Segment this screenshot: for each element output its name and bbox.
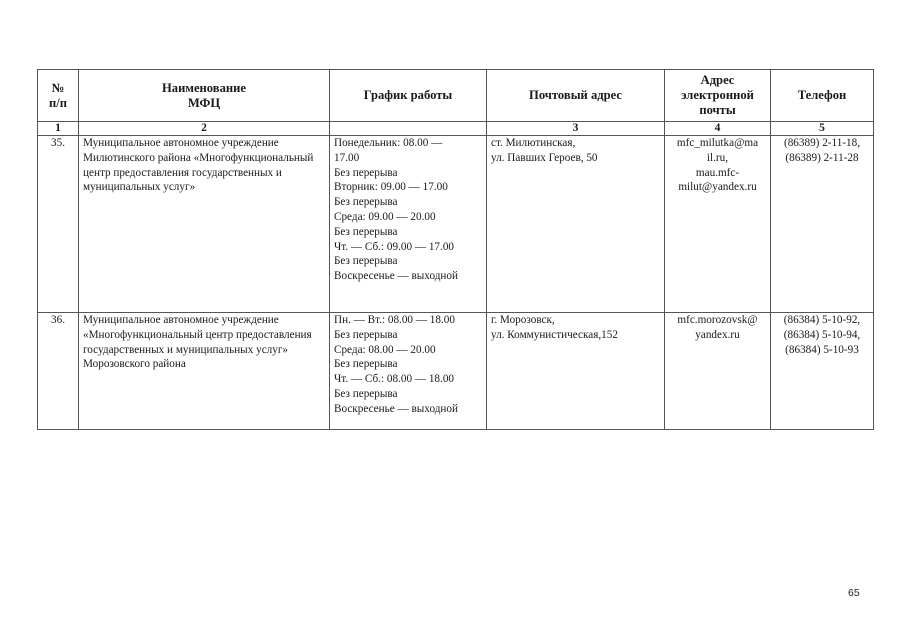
header-text-line: №	[51, 80, 65, 95]
address-line: г. Морозовск,	[491, 314, 555, 326]
phone-line: (86389) 2-11-28	[785, 151, 859, 164]
column-number: 2	[79, 122, 330, 136]
email-address	[665, 136, 771, 313]
header-schedule: График работы	[330, 70, 487, 122]
schedule-line: Пн. — Вт.: 08.00 — 18.00	[334, 314, 455, 326]
schedule-line: Без перерыва	[334, 166, 398, 179]
schedule-line: Воскресенье — выходной	[334, 270, 458, 283]
phone-line: (86384) 5-10-94,	[783, 328, 861, 341]
header-row	[38, 70, 874, 122]
address-line: ул. Коммунистическая,152	[491, 328, 618, 341]
header-email	[665, 70, 771, 122]
schedule-line: Среда: 08.00 — 20.00	[334, 343, 436, 356]
work-schedule	[330, 136, 487, 313]
column-number	[330, 122, 487, 136]
schedule-line: Вторник: 09.00 — 17.00	[334, 181, 448, 194]
schedule-line: Воскресенье — выходной	[334, 402, 458, 415]
header-text-line: МФЦ	[187, 95, 221, 110]
email-address	[665, 313, 771, 430]
postal-address	[487, 313, 665, 430]
header-postal: Почтовый адрес	[487, 70, 665, 122]
schedule-line: Без перерыва	[334, 328, 398, 341]
phone-line: (86389) 2-11-18,	[783, 137, 861, 149]
schedule-line: Без перерыва	[334, 387, 398, 400]
phone-number	[771, 136, 874, 313]
column-number: 5	[771, 122, 874, 136]
column-number-row	[38, 122, 874, 136]
schedule-line: Чт. — Сб.: 08.00 — 18.00	[334, 373, 455, 386]
header-text-line: электронной	[681, 88, 754, 102]
mfc-table	[37, 69, 874, 430]
header-text-line: Адрес	[700, 73, 735, 87]
email-line: yandex.ru	[695, 328, 740, 341]
schedule-line: Понедельник: 08.00 —	[334, 137, 443, 149]
mfc-name: Муниципальное автономное учреждение Милютинского района «Многофункциональный центр предоставления государственных и муниципальных услуг»	[79, 136, 330, 313]
schedule-line: Без перерыва	[334, 255, 398, 268]
mfc-name: Муниципальное автономное учреждение «Многофункциональный центр предоставления государственных и муниципальных услуг» Морозовского района	[79, 313, 330, 430]
header-text-line: Наименование	[162, 80, 246, 95]
schedule-line: 17.00	[334, 151, 360, 164]
schedule-line: Без перерыва	[334, 196, 398, 209]
phone-line: (86384) 5-10-93	[785, 343, 859, 356]
schedule-line: Без перерыва	[334, 358, 398, 371]
header-text-line: п/п	[48, 95, 67, 110]
page-number: 65	[848, 587, 860, 599]
email-line: mfc.morozovsk@	[677, 314, 758, 326]
header-phone: Телефон	[771, 70, 874, 122]
column-number: 3	[487, 122, 665, 136]
table-row	[38, 136, 874, 313]
work-schedule	[330, 313, 487, 430]
email-line: mfc_milutka@ma	[676, 137, 759, 149]
phone-line: (86384) 5-10-92,	[783, 314, 861, 326]
address-line: ул. Павших Героев, 50	[491, 151, 598, 164]
column-number: 4	[665, 122, 771, 136]
table-row	[38, 313, 874, 430]
schedule-line: Без перерыва	[334, 225, 398, 238]
row-number: 35.	[38, 136, 79, 313]
schedule-line: Чт. — Сб.: 09.00 — 17.00	[334, 240, 455, 253]
column-number: 1	[38, 122, 79, 136]
row-number: 36.	[38, 313, 79, 430]
header-num	[38, 70, 79, 122]
header-text-line: почты	[699, 103, 736, 117]
header-name	[79, 70, 330, 122]
phone-number	[771, 313, 874, 430]
postal-address	[487, 136, 665, 313]
address-line: ст. Милютинская,	[491, 137, 576, 149]
email-line: il.ru,	[706, 151, 729, 164]
email-line: milut@yandex.ru	[678, 181, 757, 194]
schedule-line: Среда: 09.00 — 20.00	[334, 210, 436, 223]
email-line: mau.mfc-	[695, 166, 740, 179]
